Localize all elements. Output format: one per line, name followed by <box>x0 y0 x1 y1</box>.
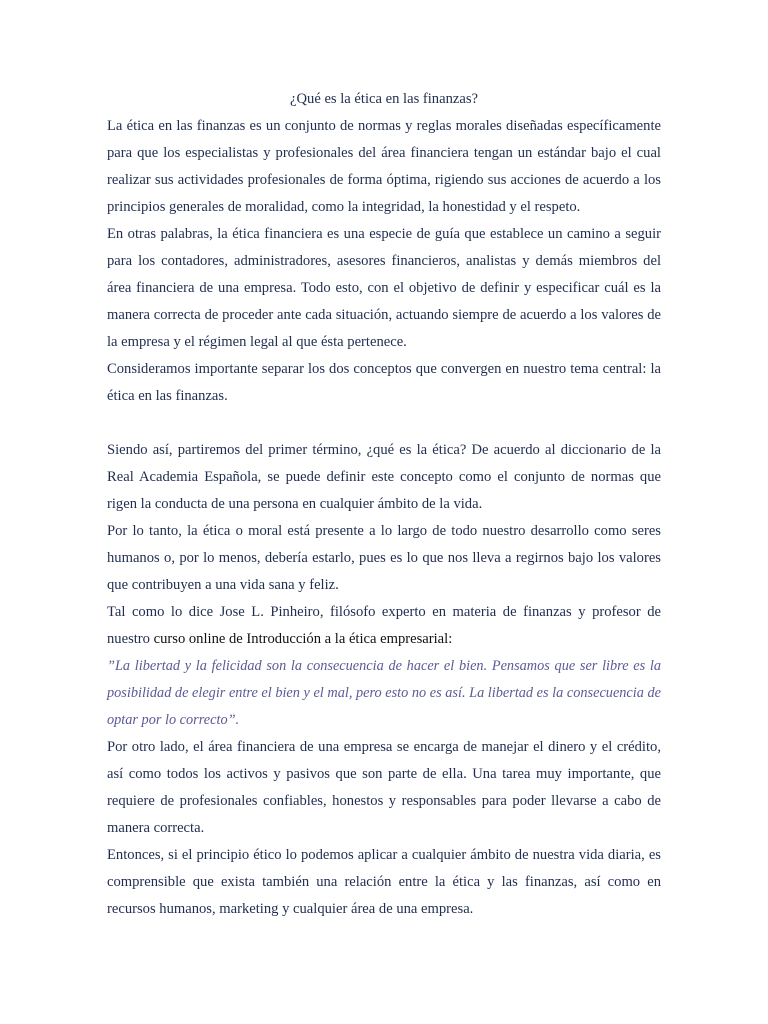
paragraph-pinheiro <box>107 599 661 653</box>
pinheiro-lead-text: Tal como lo dice Jose L. Pinheiro, filósofo experto en materia de finanzas y profesor de nuestro <box>107 604 661 647</box>
paragraph-conclusion: Entonces, si el principio ético lo podemos aplicar a cualquier ámbito de nuestra vida diaria, es comprensible que exista también una relación entre la ética y las finanzas, así como en recursos humanos, marketing y cualquier área de una empresa. <box>107 847 661 917</box>
paragraph-what-is-ethics: Siendo así, partiremos del primer término, ¿qué es la ética? De acuerdo al diccionario de la Real Academia Española, se puede definir este concepto como el conjunto de normas que rigen la conducta de una persona en cualquier ámbito de la vida. <box>107 442 661 512</box>
paragraph-two-concepts: Consideramos importante separar los dos conceptos que convergen en nuestro tema central: la ética en las finanzas. <box>107 361 661 404</box>
pinheiro-quote: ”La libertad y la felicidad son la consecuencia de hacer el bien. Pensamos que ser libre es la posibilidad de elegir entre el bien y el mal, pero esto no es así. La libertad es la consecuencia de optar por lo correcto”. <box>107 658 661 728</box>
document-body <box>107 86 661 923</box>
course-link-text: curso online de Introducción a la ética empresarial: <box>153 631 453 647</box>
paragraph-financial-area: Por otro lado, el área financiera de una empresa se encarga de manejar el dinero y el crédito, así como todos los activos y pasivos que son parte de ella. Una tarea muy importante, que requiere de profesionales confiables, honestos y responsables para poder llevarse a cabo de manera correcta. <box>107 739 661 836</box>
paragraph-definition: La ética en las finanzas es un conjunto de normas y reglas morales diseñadas específicamente para que los especialistas y profesionales del área financiera tengan un estándar bajo el cual realizar sus actividades profesionales de forma óptima, rigiendo sus acciones de acuerdo a los principios generales de moralidad, como la integridad, la honestidad y el respeto. <box>107 118 661 215</box>
document-title: ¿Qué es la ética en las finanzas? <box>290 91 478 107</box>
paragraph-ethics-in-life: Por lo tanto, la ética o moral está presente a lo largo de todo nuestro desarrollo como seres humanos o, por lo menos, debería estarlo, pues es lo que nos lleva a regirnos bajo los valores que contribuyen a una vida sana y feliz. <box>107 523 661 593</box>
paragraph-financial-ethics-guide: En otras palabras, la ética financiera es una especie de guía que establece un camino a seguir para los contadores, administradores, asesores financieros, analistas y demás miembros del área financiera de una empresa. Todo esto, con el objetivo de definir y especificar cuál es la manera correcta de proceder ante cada situación, actuando siempre de acuerdo a los valores de la empresa y el régimen legal al que ésta pertenece. <box>107 226 661 350</box>
